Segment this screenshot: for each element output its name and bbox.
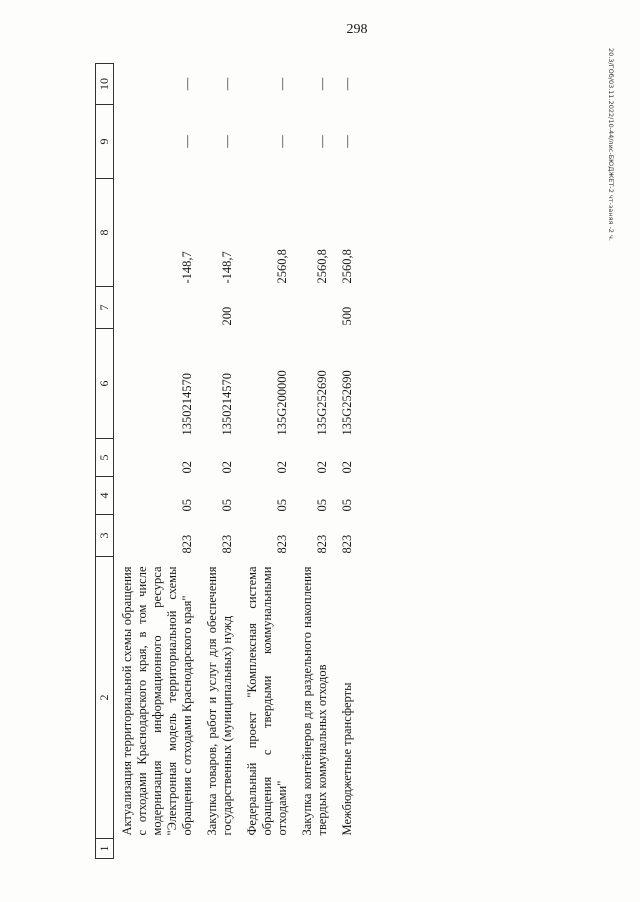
row-description: Федеральный проект "Комплексная система обращения с твердыми коммунальными отходами" — [245, 566, 289, 836]
side-note-text: 20.3/ГОб/03.11.2022/10-44/лис-БЮДЖЕТ-2 чт-заняя -2 ч. — [607, 48, 615, 241]
cell-subsection: 02 — [315, 461, 329, 474]
cell-subsection: 02 — [340, 461, 354, 474]
table-row — [290, 64, 330, 859]
cell-expense-type: 500 — [340, 306, 354, 326]
cell-admin: 823 — [220, 534, 234, 554]
budget-table — [95, 63, 355, 859]
cell-target-article: 135G252690 — [340, 370, 354, 436]
cell-col9: — — [220, 135, 234, 148]
cell-col9: — — [275, 135, 289, 148]
row-description: Межбюджетные трансферты — [340, 682, 354, 836]
header-cell-8: 8 — [96, 179, 114, 287]
header-row — [96, 64, 114, 859]
row-description: Актуализация территориальной схемы обращения с отходами Краснодарского края, в том числе модернизация информационного ресурса "Электронная модель территориальной схемы обращения с отходами Краснодарского края" — [120, 566, 194, 836]
cell-col10: — — [315, 77, 329, 91]
cell-expense-type — [114, 287, 196, 329]
cell-col9: — — [315, 135, 329, 148]
cell-expense-type — [290, 287, 330, 329]
cell-admin: 823 — [315, 534, 329, 554]
rotated-table — [95, 64, 508, 859]
table-row — [235, 64, 290, 859]
table-row — [195, 64, 235, 859]
cell-amount: 2560,8 — [275, 249, 289, 284]
cell-admin: 823 — [180, 534, 194, 554]
cell-target-article: 1350214570 — [180, 373, 194, 436]
cell-admin: 823 — [340, 534, 354, 554]
cell-target-article: 135G252690 — [315, 370, 329, 436]
cell-amount: -148,7 — [220, 251, 234, 284]
cell-section: 05 — [340, 499, 354, 512]
header-cell-9: 9 — [96, 105, 114, 179]
cell-col10: — — [275, 77, 289, 91]
cell-target-article: 135G200000 — [275, 370, 289, 436]
cell-section: 05 — [315, 499, 329, 512]
row-description: Закупка товаров, работ и услуг для обеспечения государственных (муниципальных) нужд — [205, 566, 234, 836]
cell-expense-type: 200 — [220, 306, 234, 326]
header-cell-10: 10 — [96, 64, 114, 105]
header-cell-2: 2 — [96, 557, 114, 839]
cell-subsection: 02 — [220, 461, 234, 474]
cell-amount: -148,7 — [180, 251, 194, 284]
cell-col9: — — [340, 135, 354, 148]
budget-table-container — [95, 64, 508, 859]
cell-col9: — — [180, 135, 194, 148]
cell-target-article: 1350214570 — [220, 373, 234, 436]
cell-subsection: 02 — [275, 461, 289, 474]
cell-subsection: 02 — [180, 461, 194, 474]
cell-amount: 2560,8 — [340, 249, 354, 284]
header-cell-5: 5 — [96, 439, 114, 477]
header-cell-4: 4 — [96, 477, 114, 515]
page-number: 298 — [346, 22, 368, 37]
cell-section: 05 — [220, 499, 234, 512]
header-cell-1: 1 — [96, 839, 114, 859]
cell-col10: — — [340, 77, 354, 91]
cell-col10: — — [220, 77, 234, 91]
cell-col10: — — [180, 77, 194, 91]
header-cell-7: 7 — [96, 287, 114, 329]
header-cell-6: 6 — [96, 329, 114, 439]
side-note — [603, 48, 617, 548]
cell-expense-type — [235, 287, 290, 329]
cell-section: 05 — [180, 499, 194, 512]
cell-admin: 823 — [275, 534, 289, 554]
cell-amount: 2560,8 — [315, 249, 329, 284]
header-cell-3: 3 — [96, 515, 114, 557]
row-description: Закупка контейнеров для раздельного накопления твердых коммунальных отходов — [300, 566, 329, 836]
cell-section: 05 — [275, 499, 289, 512]
table-row — [330, 64, 355, 859]
table-row — [114, 64, 196, 859]
